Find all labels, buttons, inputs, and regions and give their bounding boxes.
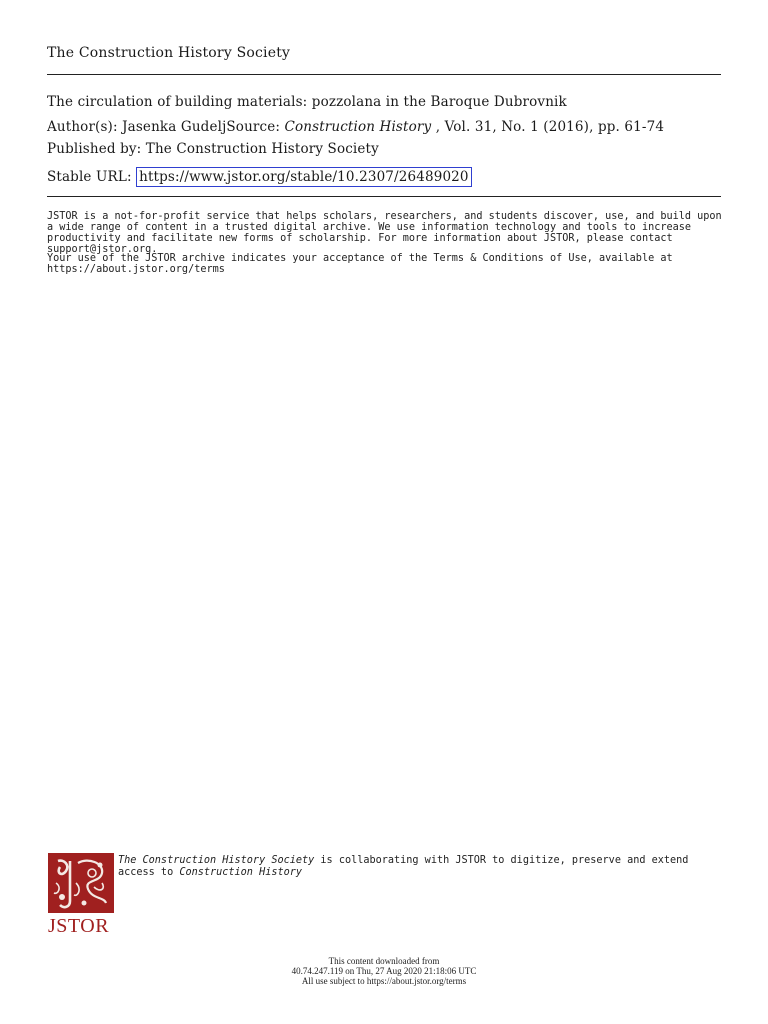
stable-url-line <box>47 167 472 187</box>
stable-url-label: Stable URL: <box>47 169 137 185</box>
jstor-logo-icon <box>48 853 114 913</box>
middle-divider <box>47 196 721 197</box>
source-details: , Vol. 31, No. 1 (2016), pp. 61-74 <box>431 119 665 135</box>
author-source-line <box>47 119 664 135</box>
jstor-notice-paragraph: JSTOR is a not-for-profit service that helps scholars, researchers, and students discover, use, and build upon a wide range of content in a trusted digital archive. We use information technology and tools to increase productivity and facilitate new forms of scholarship. For more information about JSTOR, please contact support@jstor.org. <box>47 211 722 255</box>
source-journal: Construction History <box>284 119 432 135</box>
collab-journal: Construction History <box>179 867 303 878</box>
collab-org: The Construction History Society <box>118 855 315 866</box>
collaboration-statement <box>118 855 718 879</box>
stable-url-link[interactable]: https://www.jstor.org/stable/10.2307/26489020 <box>136 167 472 187</box>
footer-line-3: All use subject to https://about.jstor.org/terms <box>301 976 467 986</box>
article-title: The circulation of building materials: pozzolana in the Baroque Dubrovnik <box>47 94 567 110</box>
collab-text: is collaborating with JSTOR to digitize, preserve and extend access to <box>118 855 689 878</box>
download-footer <box>0 956 768 986</box>
terms-notice-paragraph: Your use of the JSTOR archive indicates your acceptance of the Terms & Conditions of Use, available at https://about.jstor.org/terms <box>47 253 673 275</box>
publisher-header: The Construction History Society <box>47 45 291 61</box>
footer-line-2: 40.74.247.119 on Thu, 27 Aug 2020 21:18:06 UTC <box>291 966 477 976</box>
published-by: Published by: The Construction History Society <box>47 141 379 157</box>
top-divider <box>47 74 721 75</box>
footer-line-1: This content downloaded from <box>328 956 440 966</box>
author-label: Author(s): Jasenka GudeljSource: <box>47 119 285 135</box>
jstor-wordmark: JSTOR <box>48 915 110 937</box>
